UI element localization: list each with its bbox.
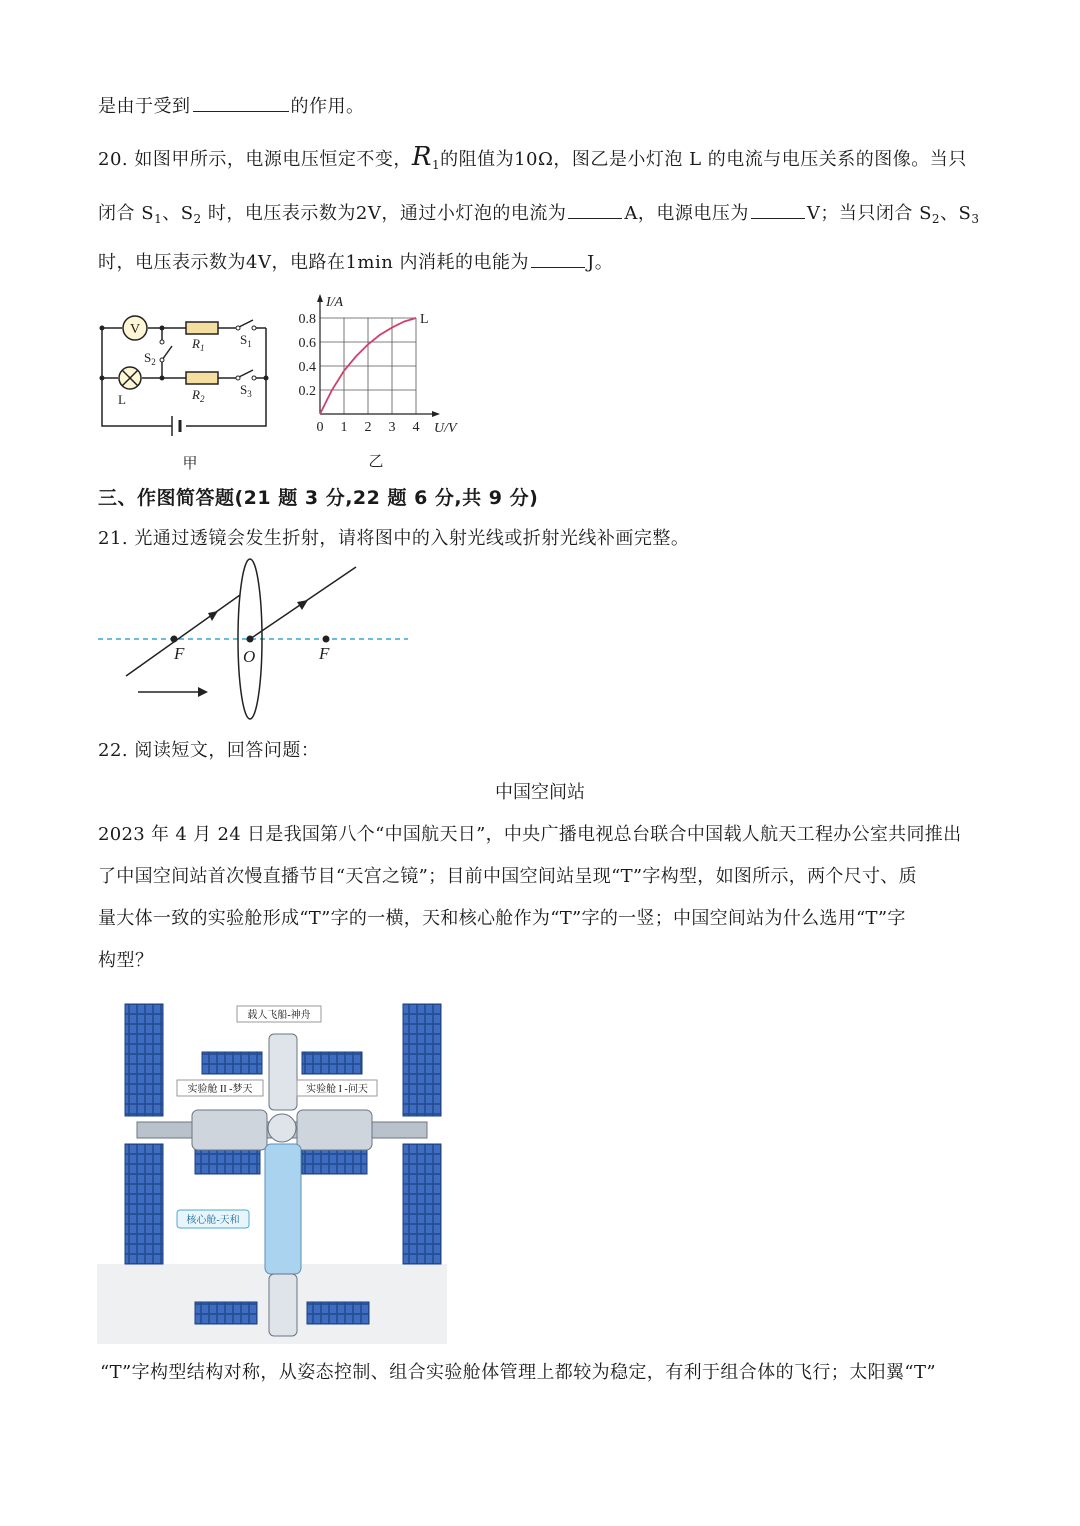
- x-axis-label: U/V: [434, 421, 457, 436]
- s1-label-sub: 1: [247, 339, 252, 349]
- y-tick-label: 0.4: [298, 360, 316, 375]
- q19-tail-line: [98, 92, 365, 118]
- q22-para1-line: 构型？: [98, 950, 154, 971]
- arrow-icon: [198, 687, 208, 697]
- s2-subscript: 2: [193, 212, 202, 226]
- q20-line-1: [98, 142, 967, 172]
- label-shenzhou: 载人飞船-神舟: [247, 1010, 311, 1021]
- section3-title: 三、作图简答题(21 题 3 分,22 题 6 分,共 9 分): [98, 487, 539, 509]
- s1-label: S: [240, 332, 248, 347]
- svg-text:R1: [191, 336, 204, 353]
- q22-para1-line: 了中国空间站首次慢直播节目“天宫之镜”；目前中国空间站呈现“T”字构型，如图所示，两个尺寸、质: [98, 866, 917, 887]
- label-tianhe: 核心舱-天和: [186, 1215, 240, 1226]
- x-tick-label: 0: [316, 420, 324, 435]
- svg-text:R2: [191, 387, 205, 404]
- q20-line-2: [98, 199, 980, 226]
- s3-label: S: [240, 382, 248, 397]
- label-mengtian: 实验舱 II -梦天: [187, 1084, 253, 1095]
- module-tianhe: [265, 1144, 301, 1274]
- s3-subscript: 3: [971, 212, 980, 226]
- lamp-label: L: [118, 392, 126, 407]
- s2-label: S: [144, 350, 152, 365]
- module-wentian: [297, 1110, 372, 1150]
- q19-tail-post: 的作用。: [290, 96, 365, 117]
- q20-text: 、S: [162, 203, 194, 224]
- label-wentian: 实验舱 I -问天: [306, 1084, 368, 1095]
- voltmeter: [123, 316, 147, 340]
- focus-right-point: [323, 636, 330, 643]
- q20-text: 时，电压表示数为4V，电路在1min 内消耗的电能为: [98, 252, 530, 273]
- q20-text: A，电源电压为: [624, 203, 749, 224]
- r2-label: R: [192, 387, 200, 402]
- resistor-r1: [186, 322, 218, 334]
- incident-ray: [126, 595, 240, 676]
- r1-symbol: R: [411, 142, 432, 172]
- q20-voltage-blank[interactable]: [751, 202, 805, 219]
- focus-left-point: [171, 636, 178, 643]
- arrow-icon: [208, 611, 218, 621]
- r1-label: R: [192, 336, 200, 351]
- x-tick-label: 3: [388, 420, 396, 435]
- y-tick-label: 0.6: [298, 336, 316, 351]
- q19-tail-pre: 是由于受到: [98, 96, 191, 117]
- q20-text: J。: [587, 252, 614, 273]
- focus-right-label: F: [319, 644, 330, 663]
- y-tick-label: 0.2: [298, 384, 316, 399]
- y-axis-arrow-icon: [317, 294, 323, 302]
- q20-text: 闭合 S: [98, 203, 155, 224]
- q22-article-title: 中国空间站: [495, 782, 585, 803]
- space-station-illustration: [97, 994, 447, 1344]
- s1-subscript: 1: [154, 212, 163, 226]
- focus-left-label: F: [174, 644, 185, 663]
- r1-label-sub: 1: [199, 343, 205, 353]
- module-mengtian: [192, 1110, 267, 1150]
- series-label: L: [420, 312, 429, 327]
- x-tick-label: 1: [340, 420, 348, 435]
- chart-caption: 乙: [368, 454, 384, 470]
- q22-para2: “T”字构型结构对称，从姿态控制、组合实验舱体管理上都较为稳定，有利于组合体的飞行；太阳翼“T”: [100, 1362, 937, 1383]
- svg-text:S3: [240, 382, 252, 399]
- circuit-diagram: [90, 300, 280, 475]
- x-tick-label: 4: [412, 420, 420, 435]
- resistor-r2: [186, 372, 218, 384]
- voltmeter-label: V: [129, 322, 141, 337]
- x-axis-arrow-icon: [432, 411, 440, 417]
- r1-subscript: 1: [431, 158, 441, 172]
- s2-label-sub: 2: [151, 357, 156, 367]
- y-axis-label: I/A: [326, 295, 344, 310]
- q20-text: V；当只闭合 S: [806, 203, 932, 224]
- q22-para1-line: 量大体一致的实验舱形成“T”字的一横，天和核心舱作为“T”字的一竖；中国空间站为什么选用“T”字: [98, 908, 906, 929]
- q20-text: 时，电压表示数为2V，通过小灯泡的电流为: [201, 203, 567, 224]
- s3-label-sub: 3: [247, 389, 252, 399]
- q20-current-blank[interactable]: [568, 202, 622, 219]
- lens-diagram: [98, 555, 413, 725]
- arrow-icon: [297, 600, 308, 610]
- q21-text: 21. 光通过透镜会发生折射，请将图中的入射光线或折射光线补画完整。: [98, 528, 690, 549]
- q20-text: 20. 如图甲所示，电源电压恒定不变，: [98, 149, 412, 170]
- q22-intro: 22. 阅读短文，回答问题：: [98, 740, 320, 761]
- x-tick-label: 2: [364, 420, 372, 435]
- r2-label-sub: 2: [199, 394, 205, 404]
- q22-para1-line: 2023 年 4 月 24 日是我国第八个“中国航天日”，中央广播电视总台联合中国载人航天工程办公室共同推出: [98, 824, 962, 845]
- module-shenzhou-bottom: [269, 1274, 297, 1336]
- svg-text:S2: [144, 350, 156, 367]
- q20-text: 、S: [940, 203, 972, 224]
- q20-text: 的阻值为10Ω，图乙是小灯泡 L 的电流与电压关系的图像。当只: [440, 149, 967, 170]
- svg-text:S1: [240, 332, 252, 349]
- circuit-caption: 甲: [182, 456, 198, 472]
- optical-center-point: [247, 636, 254, 643]
- q20-line-3: [98, 248, 613, 274]
- y-tick-label: 0.8: [298, 312, 316, 327]
- center-label: O: [243, 647, 256, 666]
- s2-subscript: 2: [931, 212, 941, 226]
- q19-answer-blank[interactable]: [193, 95, 289, 112]
- node-module: [268, 1114, 296, 1142]
- iu-chart: [290, 284, 470, 474]
- module-shenzhou-top: [269, 1034, 297, 1110]
- lamp-l: [119, 367, 141, 389]
- q20-energy-blank[interactable]: [531, 251, 585, 268]
